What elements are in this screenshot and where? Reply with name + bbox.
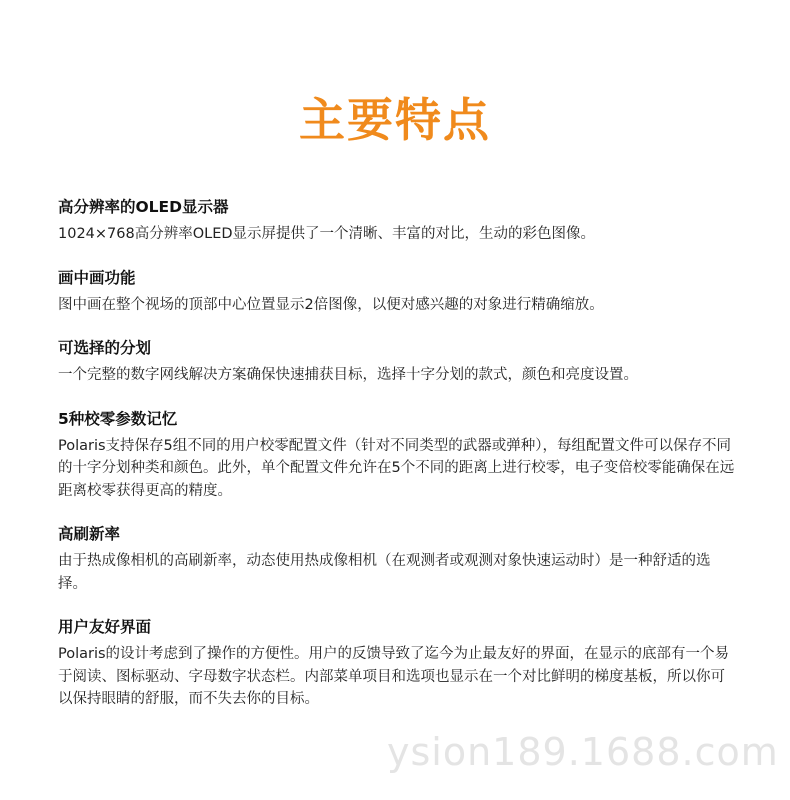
feature-title: 用户友好界面 xyxy=(58,618,152,636)
feature-title: 高刷新率 xyxy=(58,525,121,543)
feature-list xyxy=(58,196,738,732)
feature-description: 1024×768高分辨率OLED显示屏提供了一个清晰、丰富的对比，生动的彩色图像。 xyxy=(58,226,596,242)
feature-item xyxy=(58,196,738,246)
page-title: 主要特点 xyxy=(299,93,491,147)
feature-title: 画中画功能 xyxy=(58,268,136,287)
feature-item xyxy=(58,337,738,387)
feature-item xyxy=(58,616,738,711)
feature-title: 高分辨率的OLED显示器 xyxy=(58,198,229,216)
feature-description: Polaris的设计考虑到了操作的方便性。用户的反馈导致了迄今为止最友好的界面，在显示的底部有一个易于阅读、图标驱动、字母数字状态栏。内部菜单项目和选项也显示在一个对比鲜明的梯度基板，所以你可以保持眼睛的舒服，而不失去你的目标。 xyxy=(58,646,730,707)
feature-item xyxy=(58,267,738,317)
feature-title: 可选择的分划 xyxy=(58,339,152,357)
watermark: ysion189.1688.com xyxy=(387,730,779,774)
feature-description: 图中画在整个视场的顶部中心位置显示2倍图像，以便对感兴趣的对象进行精确缩放。 xyxy=(58,296,604,313)
feature-item xyxy=(58,523,738,595)
feature-description: 由于热成像相机的高刷新率，动态使用热成像相机（在观测者或观测对象快速运动时）是一种舒适的选择。 xyxy=(58,553,711,592)
feature-item xyxy=(58,408,738,503)
feature-description: 一个完整的数字网线解决方案确保快速捕获目标，选择十字分划的款式，颜色和亮度设置。 xyxy=(58,367,638,383)
feature-title: 5种校零参数记忆 xyxy=(58,409,178,428)
feature-description: Polaris支持保存5组不同的用户校零配置文件（针对不同类型的武器或弹种），每组配置文件可以保存不同的十字分划种类和颜色。此外，单个配置文件允许在5个不同的距离上进行校零，电子变倍校零能确保在远距离校零获得更高的精度。 xyxy=(58,437,735,499)
